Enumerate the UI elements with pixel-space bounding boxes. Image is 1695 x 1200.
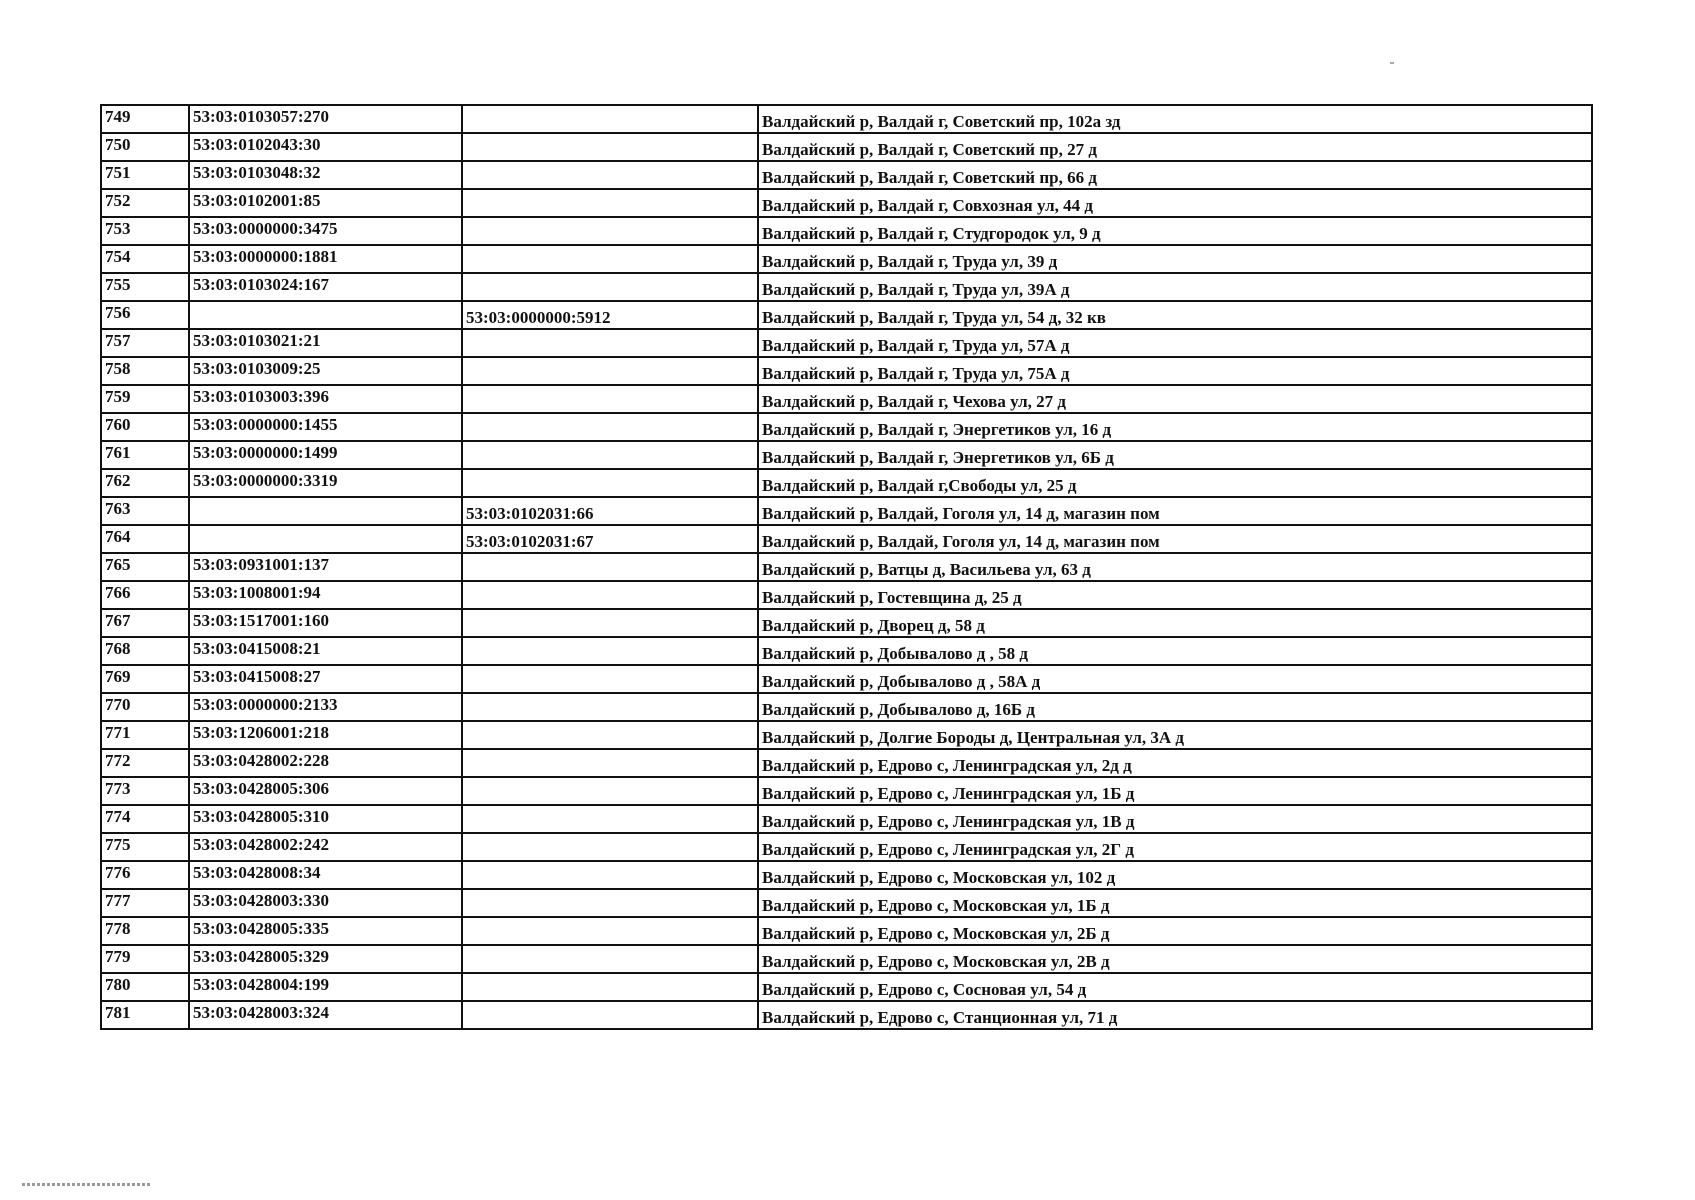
cadastral-number-text: 53:03:1517001:160	[193, 611, 329, 630]
address-text: Валдайский р, Валдай г, Чехова ул, 27 д	[762, 392, 1067, 411]
table-row	[101, 301, 1592, 329]
object-number-cell	[462, 1001, 758, 1029]
row-number-cell	[101, 693, 189, 721]
object-number-cell	[462, 973, 758, 1001]
row-number-text: 756	[105, 303, 131, 322]
address-text: Валдайский р, Валдай г, Труда ул, 54 д, 32 кв	[762, 308, 1106, 327]
object-number-cell	[462, 861, 758, 889]
row-number-text: 772	[105, 751, 131, 770]
table-row	[101, 1001, 1592, 1029]
address-text: Валдайский р, Гостевщина д, 25 д	[762, 588, 1022, 607]
address-cell	[758, 525, 1592, 553]
row-number-cell	[101, 1001, 189, 1029]
cadastral-number-text: 53:03:0428005:335	[193, 919, 329, 938]
cadastral-number-cell	[189, 301, 462, 329]
row-number-text: 755	[105, 275, 131, 294]
cadastral-number-cell	[189, 217, 462, 245]
object-number-cell	[462, 357, 758, 385]
row-number-text: 757	[105, 331, 131, 350]
row-number-cell	[101, 133, 189, 161]
row-number-text: 769	[105, 667, 131, 686]
cadastral-number-cell	[189, 721, 462, 749]
address-text: Валдайский р, Едрово с, Ленинградская ул, 1Б д	[762, 784, 1135, 803]
address-cell	[758, 189, 1592, 217]
object-number-cell	[462, 217, 758, 245]
cadastral-number-text: 53:03:0000000:1881	[193, 247, 338, 266]
object-number-cell	[462, 245, 758, 273]
row-number-cell	[101, 497, 189, 525]
address-cell	[758, 861, 1592, 889]
row-number-cell	[101, 105, 189, 133]
address-text: Валдайский р, Валдай г, Труда ул, 39 д	[762, 252, 1058, 271]
cadastral-number-text: 53:03:1206001:218	[193, 723, 329, 742]
cadastral-number-cell	[189, 637, 462, 665]
row-number-text: 778	[105, 919, 131, 938]
object-number-text: 53:03:0102031:67	[466, 532, 594, 551]
cadastral-number-text: 53:03:0000000:1455	[193, 415, 338, 434]
address-text: Валдайский р, Едрово с, Московская ул, 2Б д	[762, 924, 1110, 943]
address-text: Валдайский р, Едрово с, Ленинградская ул, 2Г д	[762, 840, 1134, 859]
row-number-cell	[101, 889, 189, 917]
cadastral-number-cell	[189, 945, 462, 973]
table-row	[101, 637, 1592, 665]
object-number-cell	[462, 273, 758, 301]
row-number-text: 754	[105, 247, 131, 266]
address-cell	[758, 413, 1592, 441]
row-number-text: 761	[105, 443, 131, 462]
cadastral-number-text: 53:03:0000000:3319	[193, 471, 338, 490]
address-text: Валдайский р, Едрово с, Ленинградская ул, 2д д	[762, 756, 1132, 775]
address-text: Валдайский р, Валдай, Гоголя ул, 14 д, магазин пом	[762, 532, 1160, 551]
address-text: Валдайский р, Ватцы д, Васильева ул, 63 д	[762, 560, 1091, 579]
row-number-cell	[101, 777, 189, 805]
row-number-text: 766	[105, 583, 131, 602]
table-row	[101, 413, 1592, 441]
address-text: Валдайский р, Валдай г, Труда ул, 75А д	[762, 364, 1070, 383]
row-number-cell	[101, 469, 189, 497]
address-cell	[758, 553, 1592, 581]
object-number-cell	[462, 301, 758, 329]
address-text: Валдайский р, Валдай г, Труда ул, 57А д	[762, 336, 1070, 355]
address-cell	[758, 105, 1592, 133]
cadastral-number-cell	[189, 385, 462, 413]
cadastral-number-cell	[189, 805, 462, 833]
object-number-cell	[462, 665, 758, 693]
object-number-cell	[462, 581, 758, 609]
table-row	[101, 497, 1592, 525]
cadastral-number-text: 53:03:0103024:167	[193, 275, 329, 294]
address-cell	[758, 245, 1592, 273]
table-row	[101, 273, 1592, 301]
address-cell	[758, 497, 1592, 525]
cadastral-number-text: 53:03:0428003:324	[193, 1003, 329, 1022]
address-cell	[758, 805, 1592, 833]
object-number-cell	[462, 833, 758, 861]
object-number-cell	[462, 917, 758, 945]
table-row	[101, 357, 1592, 385]
object-number-cell	[462, 385, 758, 413]
cadastral-number-cell	[189, 861, 462, 889]
cadastral-number-cell	[189, 609, 462, 637]
row-number-cell	[101, 441, 189, 469]
row-number-text: 780	[105, 975, 131, 994]
cadastral-number-cell	[189, 973, 462, 1001]
cadastral-number-cell	[189, 581, 462, 609]
row-number-text: 775	[105, 835, 131, 854]
address-cell	[758, 721, 1592, 749]
object-number-cell	[462, 497, 758, 525]
address-text: Валдайский р, Валдай г,Свободы ул, 25 д	[762, 476, 1077, 495]
row-number-text: 751	[105, 163, 131, 182]
table-row	[101, 189, 1592, 217]
row-number-cell	[101, 665, 189, 693]
cadastral-number-text: 53:03:0428004:199	[193, 975, 329, 994]
cadastral-number-text: 53:03:0103021:21	[193, 331, 321, 350]
row-number-text: 765	[105, 555, 131, 574]
address-cell	[758, 1001, 1592, 1029]
cadastral-number-cell	[189, 357, 462, 385]
row-number-text: 767	[105, 611, 131, 630]
cadastral-number-text: 53:03:0103048:32	[193, 163, 321, 182]
table-row	[101, 945, 1592, 973]
row-number-cell	[101, 357, 189, 385]
row-number-cell	[101, 553, 189, 581]
address-cell	[758, 273, 1592, 301]
row-number-text: 777	[105, 891, 131, 910]
table-row	[101, 861, 1592, 889]
row-number-text: 763	[105, 499, 131, 518]
object-number-cell	[462, 133, 758, 161]
cadastral-number-text: 53:03:1008001:94	[193, 583, 321, 602]
table-row	[101, 469, 1592, 497]
table-row	[101, 581, 1592, 609]
cadastral-number-cell	[189, 665, 462, 693]
address-text: Валдайский р, Валдай г, Советский пр, 66 д	[762, 168, 1097, 187]
row-number-cell	[101, 805, 189, 833]
address-text: Валдайский р, Валдай г, Советский пр, 102а зд	[762, 112, 1121, 131]
row-number-cell	[101, 385, 189, 413]
object-number-cell	[462, 329, 758, 357]
object-number-cell	[462, 441, 758, 469]
address-text: Валдайский р, Едрово с, Московская ул, 2В д	[762, 952, 1110, 971]
row-number-cell	[101, 581, 189, 609]
cadastral-number-text: 53:03:0103057:270	[193, 107, 329, 126]
row-number-text: 768	[105, 639, 131, 658]
address-text: Валдайский р, Валдай г, Советский пр, 27 д	[762, 140, 1097, 159]
cadastral-number-cell	[189, 413, 462, 441]
address-cell	[758, 609, 1592, 637]
object-number-cell	[462, 805, 758, 833]
row-number-cell	[101, 861, 189, 889]
address-cell	[758, 217, 1592, 245]
object-number-cell	[462, 553, 758, 581]
table-row	[101, 693, 1592, 721]
object-number-cell	[462, 413, 758, 441]
object-number-cell	[462, 609, 758, 637]
object-number-cell	[462, 721, 758, 749]
address-text: Валдайский р, Валдай г, Совхозная ул, 44 д	[762, 196, 1093, 215]
scan-speck	[1390, 62, 1394, 64]
row-number-cell	[101, 525, 189, 553]
address-cell	[758, 385, 1592, 413]
cadastral-number-text: 53:03:0103009:25	[193, 359, 321, 378]
cadastral-number-cell	[189, 329, 462, 357]
table-row	[101, 329, 1592, 357]
cadastral-number-text: 53:03:0931001:137	[193, 555, 329, 574]
object-number-cell	[462, 889, 758, 917]
address-text: Валдайский р, Дворец д, 58 д	[762, 616, 985, 635]
row-number-text: 764	[105, 527, 131, 546]
row-number-cell	[101, 973, 189, 1001]
cadastral-number-cell	[189, 161, 462, 189]
address-cell	[758, 441, 1592, 469]
table-row	[101, 161, 1592, 189]
table-row	[101, 749, 1592, 777]
cadastral-number-text: 53:03:0428008:34	[193, 863, 321, 882]
table-row	[101, 973, 1592, 1001]
address-text: Валдайский р, Добывалово д , 58 д	[762, 644, 1028, 663]
address-text: Валдайский р, Валдай, Гоголя ул, 14 д, магазин пом	[762, 504, 1160, 523]
row-number-text: 770	[105, 695, 131, 714]
cadastral-number-text: 53:03:0428005:306	[193, 779, 329, 798]
cadastral-number-cell	[189, 133, 462, 161]
cadastral-number-text: 53:03:0103003:396	[193, 387, 329, 406]
row-number-text: 752	[105, 191, 131, 210]
row-number-text: 776	[105, 863, 131, 882]
row-number-text: 750	[105, 135, 131, 154]
table-row	[101, 721, 1592, 749]
row-number-cell	[101, 245, 189, 273]
cadastral-number-cell	[189, 245, 462, 273]
object-number-cell	[462, 637, 758, 665]
table-row	[101, 525, 1592, 553]
cadastral-number-text: 53:03:0428005:329	[193, 947, 329, 966]
row-number-cell	[101, 917, 189, 945]
address-text: Валдайский р, Валдай г, Студгородок ул, 9 д	[762, 224, 1101, 243]
cadastral-number-cell	[189, 469, 462, 497]
object-number-text: 53:03:0102031:66	[466, 504, 594, 523]
address-text: Валдайский р, Валдай г, Энергетиков ул, 6Б д	[762, 448, 1114, 467]
cadastral-number-text: 53:03:0102043:30	[193, 135, 321, 154]
cadastral-number-cell	[189, 273, 462, 301]
row-number-cell	[101, 273, 189, 301]
property-registry-table	[100, 104, 1593, 1030]
cadastral-number-cell	[189, 525, 462, 553]
address-cell	[758, 637, 1592, 665]
address-cell	[758, 329, 1592, 357]
table-row	[101, 553, 1592, 581]
address-cell	[758, 581, 1592, 609]
table-row	[101, 917, 1592, 945]
table-row	[101, 889, 1592, 917]
address-cell	[758, 889, 1592, 917]
row-number-text: 781	[105, 1003, 131, 1022]
row-number-cell	[101, 301, 189, 329]
row-number-cell	[101, 749, 189, 777]
cadastral-number-text: 53:03:0415008:21	[193, 639, 321, 658]
address-cell	[758, 693, 1592, 721]
row-number-text: 753	[105, 219, 131, 238]
row-number-cell	[101, 609, 189, 637]
cadastral-number-text: 53:03:0428002:228	[193, 751, 329, 770]
cadastral-number-text: 53:03:0428003:330	[193, 891, 329, 910]
object-number-cell	[462, 525, 758, 553]
address-cell	[758, 133, 1592, 161]
row-number-cell	[101, 721, 189, 749]
cadastral-number-cell	[189, 497, 462, 525]
cadastral-number-cell	[189, 889, 462, 917]
row-number-text: 774	[105, 807, 131, 826]
cadastral-number-text: 53:03:0428005:310	[193, 807, 329, 826]
table-row	[101, 665, 1592, 693]
address-text: Валдайский р, Добывалово д , 58А д	[762, 672, 1041, 691]
cadastral-number-text: 53:03:0000000:3475	[193, 219, 338, 238]
cadastral-number-text: 53:03:0102001:85	[193, 191, 321, 210]
row-number-cell	[101, 833, 189, 861]
table-row	[101, 833, 1592, 861]
object-number-cell	[462, 161, 758, 189]
cadastral-number-cell	[189, 189, 462, 217]
address-cell	[758, 777, 1592, 805]
object-number-cell	[462, 945, 758, 973]
cadastral-number-cell	[189, 917, 462, 945]
table-row	[101, 777, 1592, 805]
row-number-cell	[101, 329, 189, 357]
cadastral-number-text: 53:03:0000000:2133	[193, 695, 338, 714]
object-number-cell	[462, 105, 758, 133]
object-number-cell	[462, 189, 758, 217]
address-cell	[758, 945, 1592, 973]
address-text: Валдайский р, Едрово с, Сосновая ул, 54 д	[762, 980, 1087, 999]
object-number-cell	[462, 777, 758, 805]
table-row	[101, 385, 1592, 413]
address-text: Валдайский р, Валдай г, Энергетиков ул, 16 д	[762, 420, 1112, 439]
table-row	[101, 217, 1592, 245]
cadastral-number-cell	[189, 749, 462, 777]
table-row	[101, 805, 1592, 833]
table-row	[101, 105, 1592, 133]
address-cell	[758, 749, 1592, 777]
cadastral-number-text: 53:03:0415008:27	[193, 667, 321, 686]
row-number-text: 760	[105, 415, 131, 434]
cadastral-number-cell	[189, 553, 462, 581]
row-number-text: 758	[105, 359, 131, 378]
row-number-cell	[101, 413, 189, 441]
address-text: Валдайский р, Добывалово д, 16Б д	[762, 700, 1035, 719]
address-cell	[758, 833, 1592, 861]
address-cell	[758, 357, 1592, 385]
address-cell	[758, 917, 1592, 945]
address-cell	[758, 301, 1592, 329]
address-text: Валдайский р, Долгие Бороды д, Центральная ул, 3А д	[762, 728, 1185, 747]
address-text: Валдайский р, Валдай г, Труда ул, 39А д	[762, 280, 1070, 299]
table-row	[101, 441, 1592, 469]
object-number-cell	[462, 469, 758, 497]
address-text: Валдайский р, Едрово с, Московская ул, 1Б д	[762, 896, 1110, 915]
cadastral-number-cell	[189, 693, 462, 721]
row-number-cell	[101, 217, 189, 245]
address-cell	[758, 161, 1592, 189]
address-cell	[758, 665, 1592, 693]
address-cell	[758, 469, 1592, 497]
table-row	[101, 245, 1592, 273]
cadastral-number-cell	[189, 833, 462, 861]
cadastral-number-cell	[189, 441, 462, 469]
row-number-cell	[101, 161, 189, 189]
object-number-cell	[462, 749, 758, 777]
table-row	[101, 133, 1592, 161]
object-number-text: 53:03:0000000:5912	[466, 308, 611, 327]
row-number-text: 773	[105, 779, 131, 798]
row-number-text: 749	[105, 107, 131, 126]
address-text: Валдайский р, Едрово с, Ленинградская ул, 1В д	[762, 812, 1135, 831]
address-text: Валдайский р, Едрово с, Станционная ул, 71 д	[762, 1008, 1118, 1027]
table-body	[101, 105, 1592, 1029]
cadastral-number-cell	[189, 777, 462, 805]
row-number-cell	[101, 945, 189, 973]
table-row	[101, 609, 1592, 637]
address-cell	[758, 973, 1592, 1001]
address-text: Валдайский р, Едрово с, Московская ул, 102 д	[762, 868, 1116, 887]
cadastral-number-cell	[189, 105, 462, 133]
cadastral-number-text: 53:03:0428002:242	[193, 835, 329, 854]
cadastral-number-text: 53:03:0000000:1499	[193, 443, 338, 462]
object-number-cell	[462, 693, 758, 721]
row-number-text: 759	[105, 387, 131, 406]
row-number-cell	[101, 189, 189, 217]
row-number-text: 762	[105, 471, 131, 490]
row-number-text: 771	[105, 723, 131, 742]
cadastral-number-cell	[189, 1001, 462, 1029]
row-number-cell	[101, 637, 189, 665]
row-number-text: 779	[105, 947, 131, 966]
footer-scan-mark	[22, 1183, 152, 1186]
